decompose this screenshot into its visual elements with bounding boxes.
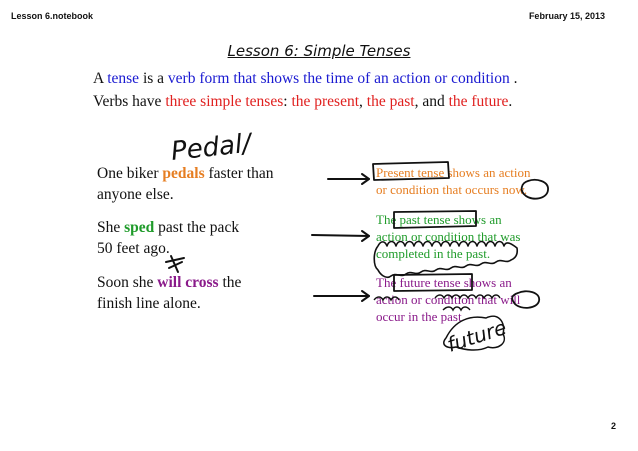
term-three-simple-tenses: three simple tenses (165, 93, 284, 110)
definition-line: or condition that occurs now. (376, 182, 528, 197)
document-filename: Lesson 6.notebook (11, 11, 94, 21)
term-future: future (471, 93, 509, 110)
term-verb-form: verb form that shows the time of an action or condition (167, 70, 510, 87)
definition-line: The past tense shows an (376, 212, 502, 227)
term-tense: tense (107, 70, 140, 87)
arrow-icon (312, 231, 369, 241)
annotation-future: future (444, 315, 510, 357)
intro-line-1 (93, 70, 517, 88)
example-line: She sped past the pack (97, 219, 240, 236)
term-the: the (448, 93, 468, 110)
verb-will-cross: will cross (157, 274, 219, 291)
term-present: the present (291, 93, 360, 110)
intro-text: Verbs have (93, 93, 166, 110)
definition-past (376, 211, 520, 262)
example-line: One biker pedals faster than (97, 165, 274, 182)
intro-text: is a (139, 70, 168, 87)
annotation-pedal: Pedal/ (169, 128, 253, 167)
verb-pedals: pedals (162, 165, 205, 182)
definition-line: action or condition that will (376, 292, 521, 307)
definition-line: Present tense shows an action (376, 165, 531, 180)
verb-sped: sped (124, 219, 155, 236)
term-past: the past (366, 93, 415, 110)
page-number: 2 (610, 421, 616, 431)
example-past (97, 217, 239, 259)
page-title: Lesson 6: Simple Tenses (227, 42, 411, 60)
intro-text: : (283, 93, 292, 110)
intro-text: A (93, 70, 108, 87)
definition-future (376, 274, 520, 325)
example-line: finish line alone. (97, 295, 201, 312)
intro-text: , (359, 93, 367, 110)
definition-line: completed in the past. (376, 246, 491, 261)
intro-text: , and (414, 93, 449, 110)
intro-line-2 (93, 93, 512, 111)
definition-line: occur in the past. (376, 309, 465, 324)
intro-text: . (509, 70, 518, 87)
definition-line: The future tense shows an (376, 275, 512, 290)
definition-present (376, 164, 531, 198)
intro-text: . (508, 93, 513, 110)
arrow-icon (314, 291, 369, 301)
example-line: 50 feet ago. (97, 240, 170, 257)
example-line: Soon she will cross the (97, 274, 242, 291)
definition-line: action or condition that was (376, 229, 521, 244)
arrow-icon (328, 174, 369, 184)
example-future (97, 272, 241, 314)
example-line: anyone else. (97, 186, 174, 203)
document-date: February 15, 2013 (528, 11, 605, 21)
example-present (97, 163, 274, 205)
